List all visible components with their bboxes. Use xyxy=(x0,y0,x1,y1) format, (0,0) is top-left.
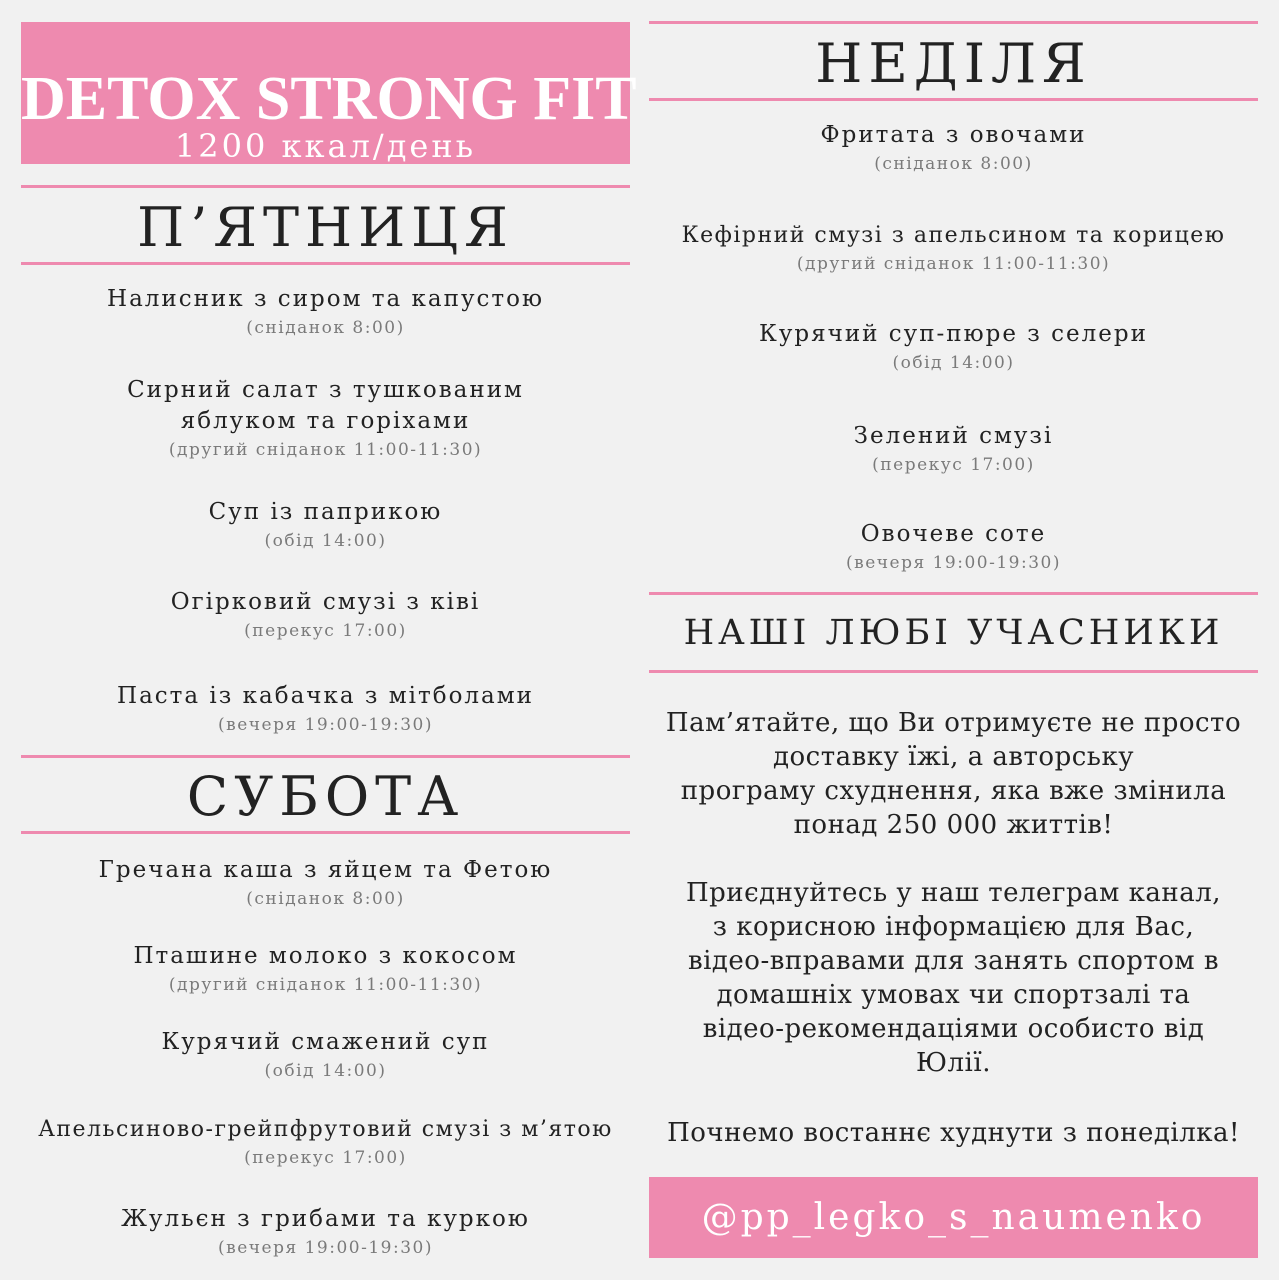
divider xyxy=(649,592,1258,595)
sunday-title: НЕДІЛЯ xyxy=(815,32,1092,95)
members-paragraph-2: Приєднуйтесь у наш телеграм канал, з корисною інформацією для Вас, відео-вправами для занять спортом в домашніх умовах чи спортзалі та відео-рекомендаціями особисто від Юлії. xyxy=(685,878,1222,1078)
dish-name: Суп із паприкою xyxy=(208,499,443,525)
meal-time: (обід 14:00) xyxy=(892,353,1015,373)
meal-item xyxy=(649,220,1258,277)
saturday-menu xyxy=(21,0,637,1280)
meal-item xyxy=(21,1114,630,1171)
dish-name: Фритата з овочами xyxy=(820,122,1087,148)
meal-item xyxy=(649,319,1258,376)
meal-item xyxy=(21,1027,630,1084)
meal-time: (вечеря 19:00-19:30) xyxy=(846,553,1061,573)
dish-name: Налисник з сиром та капустою xyxy=(107,286,544,312)
dish-name: Сирний салат з тушкованим яблуком та горіхами xyxy=(127,377,524,434)
meal-time: (сніданок 8:00) xyxy=(874,154,1033,174)
meal-time: (вечеря 19:00-19:30) xyxy=(218,1238,433,1258)
meal-time: (обід 14:00) xyxy=(264,1061,387,1081)
dish-name: Овочеве соте xyxy=(860,521,1047,547)
meal-time: (другий сніданок 11:00-11:30) xyxy=(168,975,483,995)
divider xyxy=(649,670,1258,673)
meal-time: (перекус 17:00) xyxy=(244,1148,407,1168)
meal-item xyxy=(21,855,630,912)
dish-name: Жульєн з грибами та куркою xyxy=(121,1206,530,1232)
meal-item xyxy=(649,421,1258,478)
dish-name: Курячий смажений суп xyxy=(161,1029,490,1055)
meal-time: (обід 14:00) xyxy=(264,531,387,551)
meal-time: (перекус 17:00) xyxy=(244,621,407,641)
program-title: DETOX STRONG FIT xyxy=(21,65,637,133)
dish-name: Зелений смузі xyxy=(853,423,1054,449)
meal-item xyxy=(649,120,1258,177)
meal-time: (другий сніданок 11:00-11:30) xyxy=(796,254,1111,274)
dish-name: Пташине молоко з кокосом xyxy=(133,943,518,969)
meal-time: (сніданок 8:00) xyxy=(246,318,405,338)
dish-name: Паста із кабачка з мітболами xyxy=(117,683,534,709)
meal-item xyxy=(21,941,630,998)
dish-name: Апельсиново-грейпфрутовий смузі з м’ятою xyxy=(38,1117,613,1142)
meal-item xyxy=(649,519,1258,576)
dish-name: Кефірний смузі з апельсином та корицею xyxy=(681,223,1226,248)
instagram-handle[interactable]: @pp_legko_s_naumenko xyxy=(701,1197,1206,1238)
dish-name: Гречана каша з яйцем та Фетою xyxy=(98,857,553,883)
meal-item xyxy=(21,1204,630,1261)
instagram-handle-banner xyxy=(649,1177,1258,1258)
dish-name: Огірковий смузі з ківі xyxy=(170,589,481,615)
meal-time: (вечеря 19:00-19:30) xyxy=(218,715,433,735)
members-paragraph-1: Пам’ятайте, що Ви отримуєте не просто доставку їжі, а авторську програму схуднення, яка вже змінила понад 250 000 життів! xyxy=(665,708,1242,840)
meal-time: (перекус 17:00) xyxy=(872,455,1035,475)
saturday-title: СУБОТА xyxy=(186,765,465,828)
friday-title: П’ЯТНИЦЯ xyxy=(137,196,514,259)
members-title: НАШІ ЛЮБІ УЧАСНИКИ xyxy=(683,613,1224,653)
members-paragraph-3: Почнемо востаннє худнути з понеділка! xyxy=(667,1118,1240,1148)
meal-time: (сніданок 8:00) xyxy=(246,889,405,909)
dish-name: Курячий суп-пюре з селери xyxy=(759,321,1148,347)
program-subtitle: 1200 ккал/день xyxy=(174,127,477,165)
meal-time: (другий сніданок 11:00-11:30) xyxy=(168,440,483,460)
